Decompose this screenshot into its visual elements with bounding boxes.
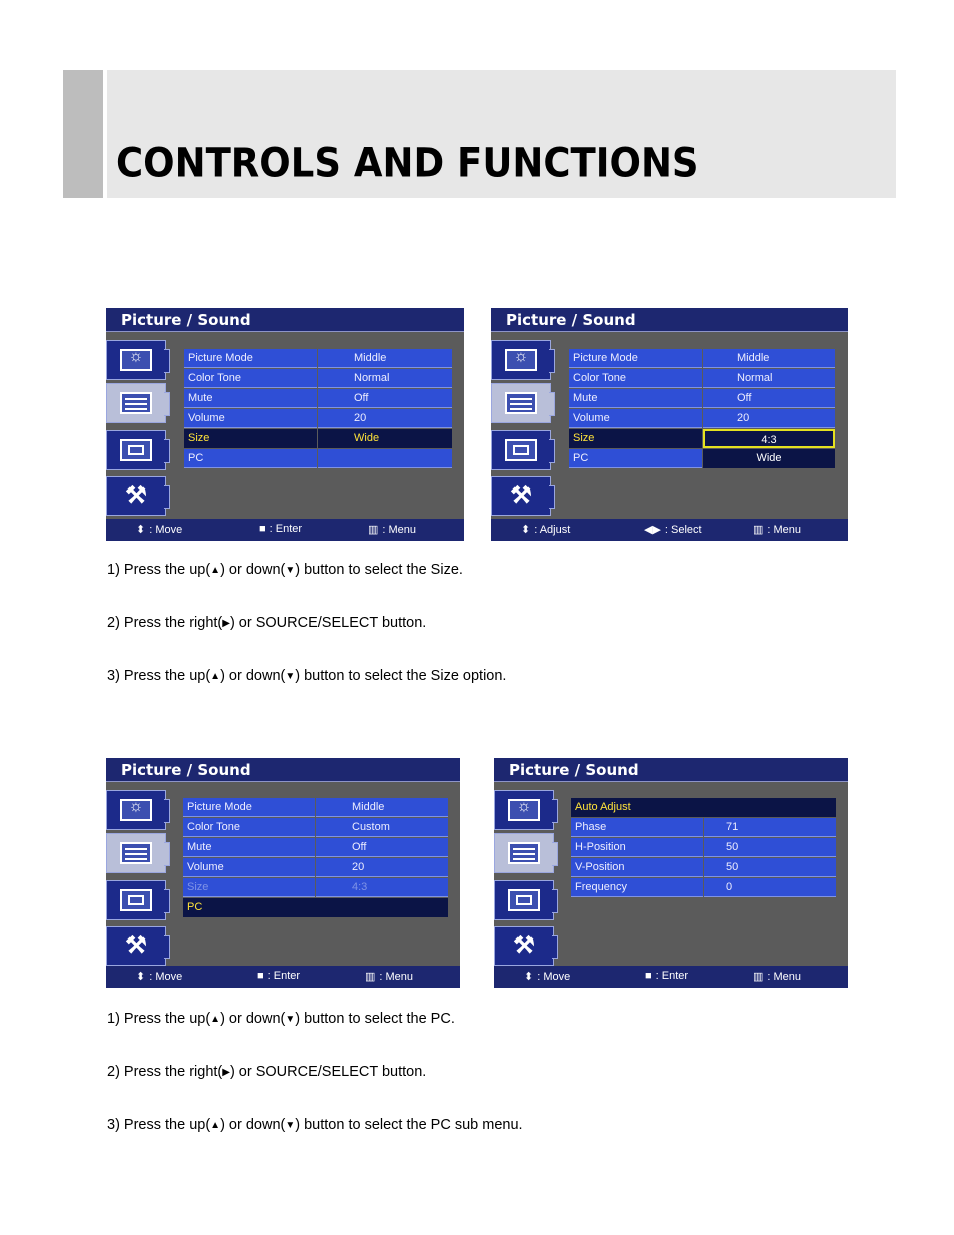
tools-icon: ⚒ [513, 932, 535, 959]
osd-tab-picture[interactable] [491, 340, 551, 380]
picture-icon [508, 799, 540, 821]
osd-screen-size-select: Picture / Sound ☼ ⚒ Picture Mode Middle Color Tone Normal Mute Off Volume 20 Size Wide PC ⬍ : Move ■ : Enter ▥ : Menu [106, 308, 464, 541]
down-arrow-icon: ▼ [285, 1014, 296, 1025]
updown-icon: ⬍ [521, 524, 531, 536]
down-arrow-icon: ▼ [285, 671, 296, 682]
osd-tab-picture[interactable] [494, 790, 554, 830]
list-icon [508, 842, 540, 864]
picture-icon [120, 799, 152, 821]
osd-screen-size-options: Picture / Sound ☼ ⚒ Picture Mode Middle Color Tone Normal Mute Off Volume 20 Size 4:3 PC Wide ⬍ : Adjust ◀▶ : Select ▥ : Menu [491, 308, 848, 541]
leftright-icon: ◀▶ [644, 524, 661, 536]
osd-title: Picture / Sound [106, 308, 464, 332]
instruction-pc-step2: 2) Press the right(▶) or SOURCE/SELECT button. [107, 1064, 427, 1080]
menu-icon: ▥ [368, 524, 379, 536]
up-arrow-icon: ▲ [210, 565, 221, 576]
osd-tab-setup[interactable] [106, 833, 166, 873]
instruction-pc-step3: 3) Press the up(▲) or down(▼) button to select the PC sub menu. [107, 1117, 523, 1133]
size-option: Wide [703, 449, 835, 468]
menu-icon: ▥ [753, 524, 764, 536]
instruction-pc-step1: 1) Press the up(▲) or down(▼) button to select the PC. [107, 1011, 455, 1027]
osd-footer: ⬍ : Adjust ◀▶ : Select ▥ : Menu [491, 519, 848, 541]
down-arrow-icon: ▼ [285, 1120, 296, 1131]
list-icon [505, 392, 537, 414]
osd-tab-setup[interactable] [491, 383, 551, 423]
right-arrow-icon: ▶ [222, 1067, 230, 1078]
osd-tab-picture[interactable] [106, 790, 166, 830]
screen-icon [508, 889, 540, 911]
size-option-highlighted: 4:3 [703, 429, 835, 448]
osd-footer: ⬍ : Move ■ : Enter ▥ : Menu [494, 966, 848, 988]
osd-screen-pc-submenu: Picture / Sound ☼ ⚒ Auto Adjust Phase 71 H-Position 50 V-Position 50 Frequency 0 ⬍ : Move ■ : Enter ▥ : Menu [494, 758, 848, 988]
osd-screen-pc-select: Picture / Sound ☼ ⚒ Picture Mode Middle Color Tone Custom Mute Off Volume 20 Size 4:3 PC ⬍ : Move ■ : Enter ▥ : Menu [106, 758, 460, 988]
picture-icon [505, 349, 537, 371]
instruction-size-step1: 1) Press the up(▲) or down(▼) button to select the Size. [107, 562, 463, 578]
up-arrow-icon: ▲ [210, 671, 221, 682]
osd-footer: ⬍ : Move ■ : Enter ▥ : Menu [106, 966, 460, 988]
osd-tab-setup[interactable] [494, 833, 554, 873]
osd-title: Picture / Sound [106, 758, 460, 782]
tools-icon: ⚒ [125, 932, 147, 959]
osd-tab-screen[interactable] [106, 430, 166, 470]
header-side-bar [63, 70, 103, 198]
enter-icon: ■ [259, 523, 266, 535]
enter-icon: ■ [257, 970, 264, 982]
tools-icon: ⚒ [125, 482, 147, 509]
up-arrow-icon: ▲ [210, 1014, 221, 1025]
osd-tab-tools[interactable] [494, 926, 554, 966]
osd-tab-screen[interactable] [106, 880, 166, 920]
osd-footer: ⬍ : Move ■ : Enter ▥ : Menu [106, 519, 464, 541]
osd-title: Picture / Sound [494, 758, 848, 782]
screen-icon [120, 889, 152, 911]
down-arrow-icon: ▼ [285, 565, 296, 576]
osd-tab-screen[interactable] [494, 880, 554, 920]
tools-icon: ⚒ [510, 482, 532, 509]
osd-tab-tools[interactable] [106, 926, 166, 966]
right-arrow-icon: ▶ [222, 618, 230, 629]
updown-icon: ⬍ [136, 524, 146, 536]
instruction-size-step2: 2) Press the right(▶) or SOURCE/SELECT button. [107, 615, 427, 631]
menu-icon: ▥ [753, 971, 764, 983]
osd-tab-screen[interactable] [491, 430, 551, 470]
up-arrow-icon: ▲ [210, 1120, 221, 1131]
osd-tab-tools[interactable] [491, 476, 551, 516]
osd-title: Picture / Sound [491, 308, 848, 332]
instruction-size-step3: 3) Press the up(▲) or down(▼) button to select the Size option. [107, 668, 507, 684]
updown-icon: ⬍ [136, 971, 146, 983]
list-icon [120, 392, 152, 414]
menu-icon: ▥ [365, 971, 376, 983]
screen-icon [120, 439, 152, 461]
osd-tab-tools[interactable] [106, 476, 166, 516]
page-title: CONTROLS AND FUNCTIONS [116, 140, 699, 187]
updown-icon: ⬍ [524, 971, 534, 983]
osd-tab-picture[interactable] [106, 340, 166, 380]
osd-tab-setup[interactable] [106, 383, 166, 423]
screen-icon [505, 439, 537, 461]
list-icon [120, 842, 152, 864]
enter-icon: ■ [645, 970, 652, 982]
picture-icon [120, 349, 152, 371]
